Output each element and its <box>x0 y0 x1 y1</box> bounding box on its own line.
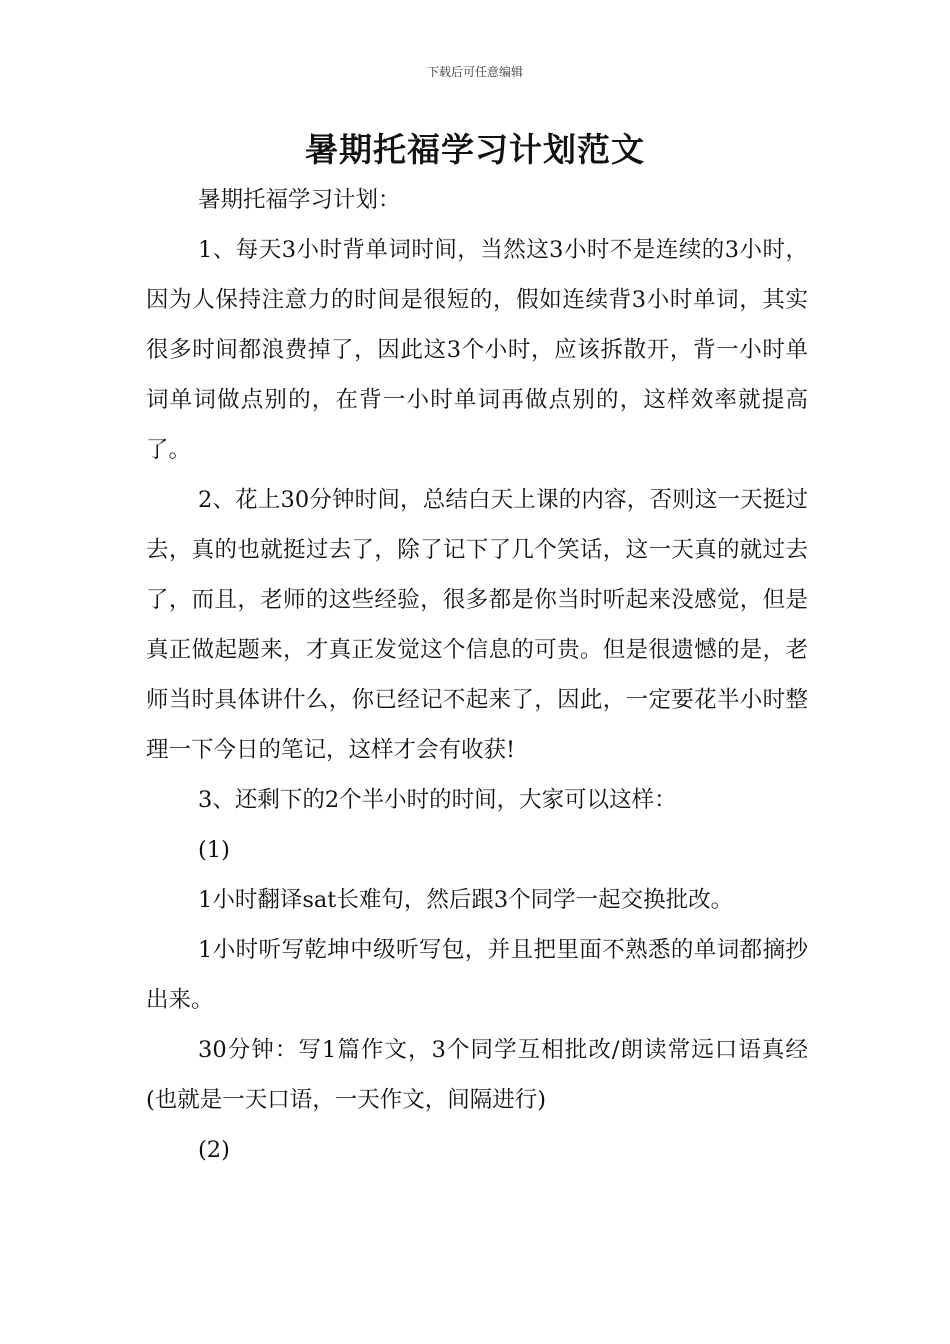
paragraph-writing: 30分钟：写1篇作文，3个同学互相批改/朗读常远口语真经(也就是一天口语，一天作文，间隔进行) <box>146 1037 808 1113</box>
paragraph-intro: 暑期托福学习计划： <box>198 187 401 213</box>
paragraph-item-1: 1、每天3小时背单词时间，当然这3小时不是连续的3小时，因为人保持注意力的时间是很短的，假如连续背3小时单词，其实很多时间都浪费掉了，因此这3个小时，应该拆散开，背一小时单词单词做点别的，在背一小时单词再做点别的，这样效率就提高了。 <box>146 237 808 463</box>
paragraph-sub-2: (2) <box>198 1137 230 1163</box>
document-body <box>146 175 808 1175</box>
paragraph-dictation: 1小时听写乾坤中级听写包，并且把里面不熟悉的单词都摘抄出来。 <box>146 937 808 1013</box>
document-title: 暑期托福学习计划范文 <box>305 130 645 169</box>
paragraph-sub-1: (1) <box>198 837 230 863</box>
paragraph-item-2: 2、花上30分钟时间，总结白天上课的内容，否则这一天挺过去，真的也就挺过去了，除了记下了几个笑话，这一天真的就过去了，而且，老师的这些经验，很多都是你当时听起来没感觉，但是真正做起题来，才真正发觉这个信息的可贵。但是很遗憾的是，老师当时具体讲什么，你已经记不起来了，因此，一定要花半小时整理一下今日的笔记，这样才会有收获! <box>146 487 808 763</box>
paragraph-translation: 1小时翻译sat长难句，然后跟3个同学一起交换批改。 <box>198 887 734 913</box>
paragraph-item-3: 3、还剩下的2个半小时的时间，大家可以这样： <box>198 787 677 813</box>
header-note: 下载后可任意编辑 <box>426 65 523 79</box>
